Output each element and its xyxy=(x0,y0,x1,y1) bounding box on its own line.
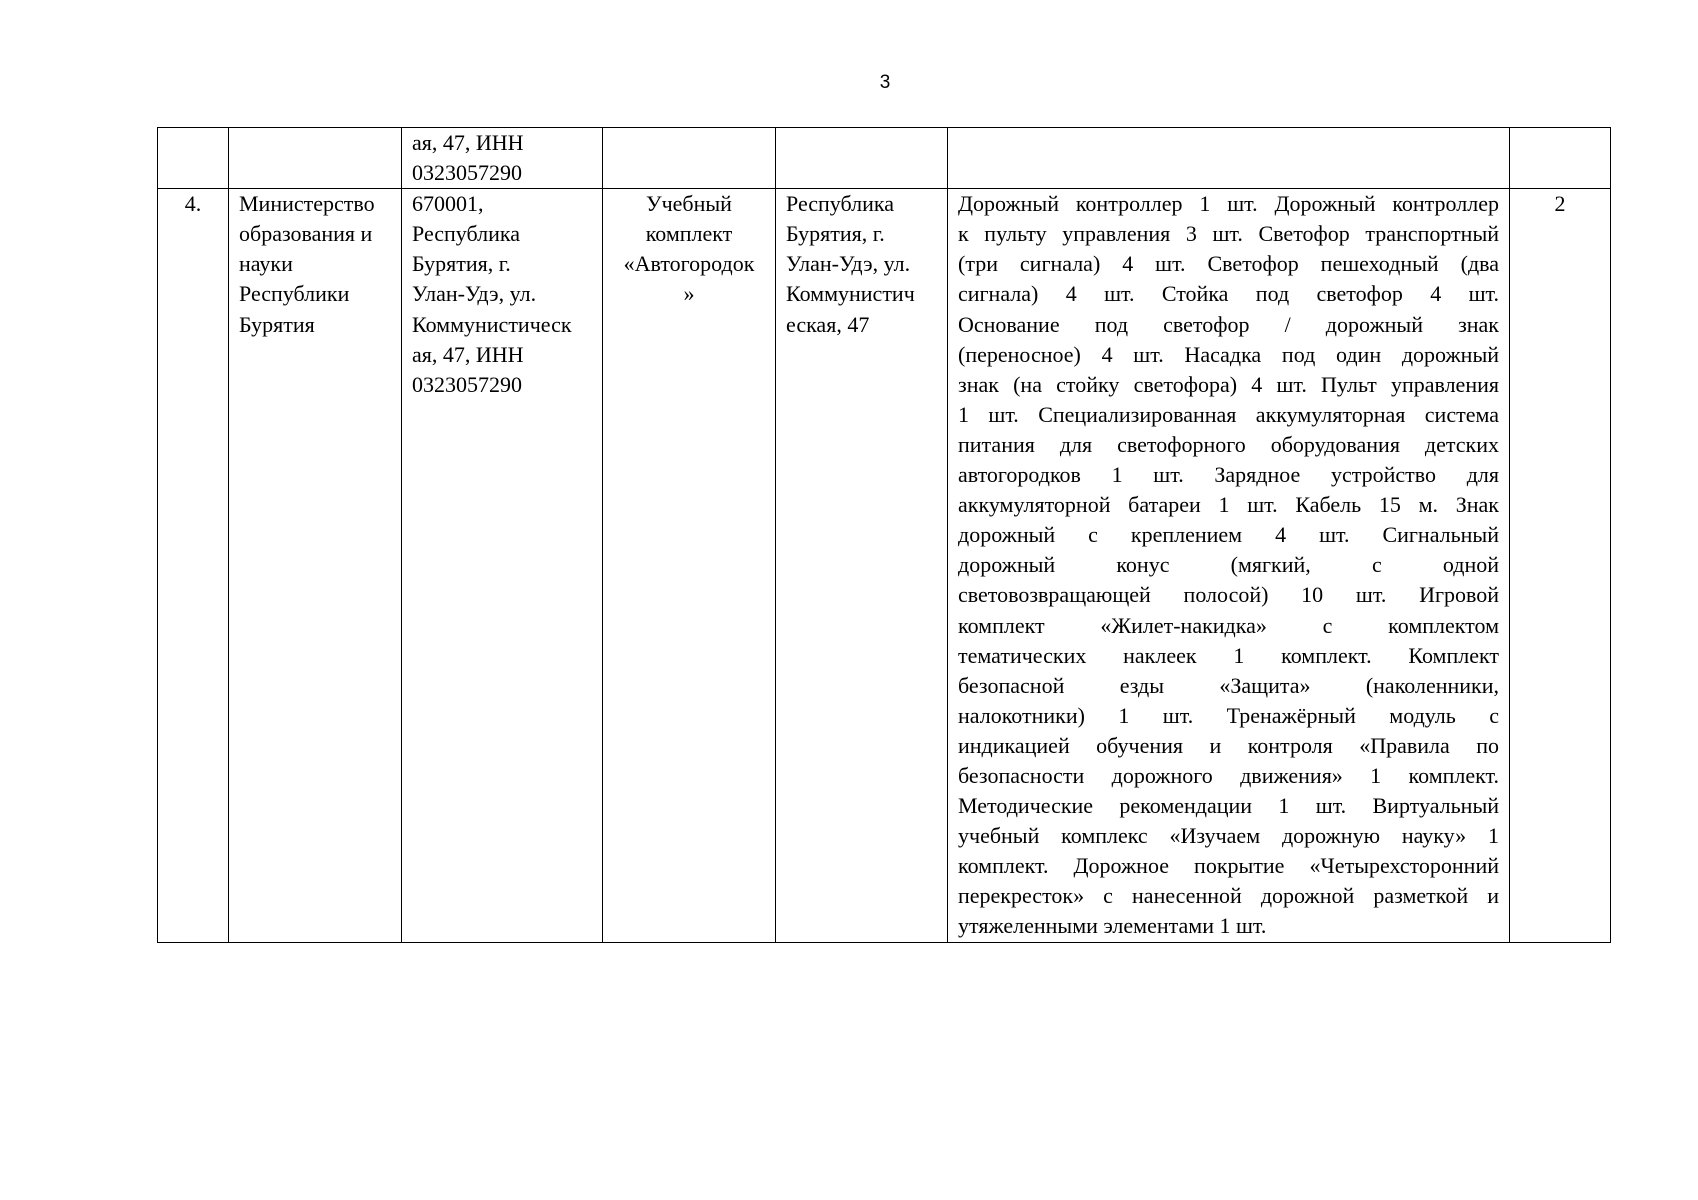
description-line: знак (на стойку светофора) 4 шт. Пульт управления xyxy=(958,371,1499,397)
address-line: ая, 47, ИНН xyxy=(412,130,524,155)
cell-address xyxy=(402,128,603,189)
table-row-continuation xyxy=(158,128,1611,189)
description-line: тематических наклеек 1 комплект. Комплект xyxy=(958,642,1499,668)
cell-address xyxy=(402,189,603,943)
address-line: Улан-Удэ, ул. xyxy=(412,281,537,307)
description-line: к пульту управления 3 шт. Светофор транспортный xyxy=(958,221,1499,247)
cell-description xyxy=(948,189,1510,943)
address-line: ая, 47, ИНН xyxy=(412,341,524,367)
description-line: безопасной езды «Защита» (наколенники, xyxy=(958,672,1499,698)
document-table xyxy=(157,127,1611,943)
description-text xyxy=(958,189,1499,941)
cell-item xyxy=(603,189,776,943)
page-number: 3 xyxy=(879,72,891,93)
description-line: комплект «Жилет-накидка» с комплектом xyxy=(958,612,1499,638)
description-line: сигнала) 4 шт. Стойка под светофор 4 шт. xyxy=(958,281,1499,307)
address-line: 0323057290 xyxy=(412,160,522,186)
row-number: 4. xyxy=(184,191,202,217)
cell-number xyxy=(158,128,229,189)
organization-line: Республики xyxy=(239,281,350,307)
description-line: учебный комплекс «Изучаем дорожную науку» 1 xyxy=(958,823,1499,849)
cell-location xyxy=(776,189,948,943)
cell-organization xyxy=(229,128,402,189)
description-line: Дорожный контроллер 1 шт. Дорожный контроллер xyxy=(958,191,1499,217)
description-line: (три сигнала) 4 шт. Светофор пешеходный (два xyxy=(958,251,1499,277)
address-line: Коммунистическ xyxy=(412,311,572,337)
location-line: Республика xyxy=(786,191,895,217)
location-line: еская, 47 xyxy=(786,311,870,337)
description-line: безопасности дорожного движения» 1 комплект. xyxy=(958,762,1499,788)
description-line: 1 шт. Специализированная аккумуляторная система xyxy=(958,401,1499,427)
cell-number xyxy=(158,189,229,943)
table-row xyxy=(158,189,1611,943)
cell-location xyxy=(776,128,948,189)
description-line: утяжеленными элементами 1 шт. xyxy=(958,913,1267,939)
cell-description xyxy=(948,128,1510,189)
address-line: 670001, xyxy=(412,191,484,217)
organization-line: Бурятия xyxy=(239,311,315,337)
description-line: перекресток» с нанесенной дорожной разметкой и xyxy=(958,883,1499,909)
description-line: питания для светофорного оборудования детских xyxy=(958,431,1499,457)
cell-item xyxy=(603,128,776,189)
description-line: дорожный с креплением 4 шт. Сигнальный xyxy=(958,522,1499,548)
cell-quantity xyxy=(1510,128,1611,189)
cell-organization xyxy=(229,189,402,943)
description-line: налокотники) 1 шт. Тренажёрный модуль с xyxy=(958,702,1499,728)
location-line: Улан-Удэ, ул. xyxy=(786,251,911,277)
organization-line: Министерство xyxy=(239,191,375,217)
address-line: Бурятия, г. xyxy=(412,251,511,277)
item-line: комплект xyxy=(645,221,733,247)
description-line: Основание под светофор / дорожный знак xyxy=(958,311,1499,337)
description-line: (переносное) 4 шт. Насадка под один дорожный xyxy=(958,341,1499,367)
cell-quantity xyxy=(1510,189,1611,943)
address-line: Республика xyxy=(412,221,521,247)
location-line: Бурятия, г. xyxy=(786,221,885,247)
description-line: дорожный конус (мягкий, с одной xyxy=(958,552,1499,578)
description-line: световозвращающей полосой) 10 шт. Игровой xyxy=(958,582,1499,608)
description-line: аккумуляторной батареи 1 шт. Кабель 15 м. Знак xyxy=(958,492,1499,518)
description-line: Методические рекомендации 1 шт. Виртуальный xyxy=(958,793,1499,819)
item-line: » xyxy=(683,281,695,307)
location-line: Коммунистич xyxy=(786,281,915,307)
organization-line: образования и xyxy=(239,221,373,247)
item-line: Учебный xyxy=(646,191,732,217)
description-line: комплект. Дорожное покрытие «Четырехсторонний xyxy=(958,853,1499,879)
quantity: 2 xyxy=(1554,191,1566,217)
organization-line: науки xyxy=(239,251,293,277)
item-line: «Автогородок xyxy=(623,251,755,277)
address-line: 0323057290 xyxy=(412,371,522,397)
description-line: автогородков 1 шт. Зарядное устройство для xyxy=(958,462,1499,488)
description-line: индикацией обучения и контроля «Правила по xyxy=(958,732,1499,758)
